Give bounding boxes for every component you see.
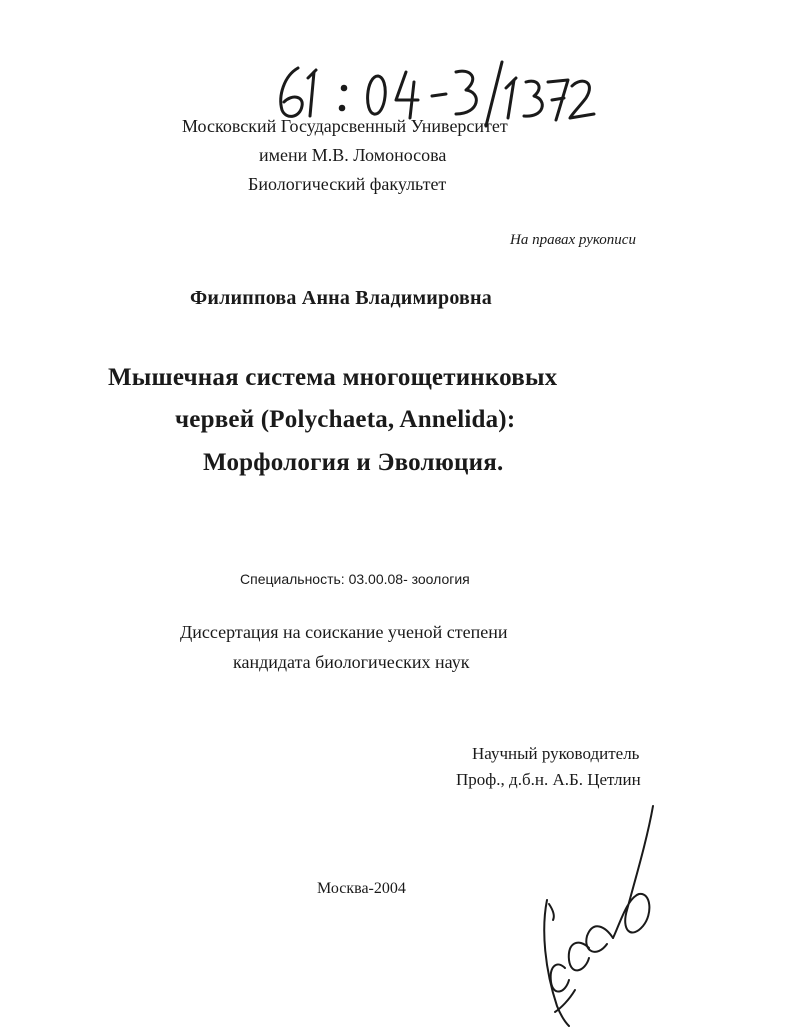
author-name: Филиппова Анна Владимировна [190,287,492,309]
specialty-line: Специальность: 03.00.08- зоология [240,571,470,587]
dissertation-title-line-2: червей (Polychaeta, Annelida): [175,406,516,433]
dissertation-title-line-3: Морфология и Эволюция. [203,449,504,476]
handwritten-signature [535,800,665,1030]
university-name-line: имени М.В. Ломоносова [259,145,447,165]
city-year: Москва-2004 [317,880,406,897]
supervisor-label: Научный руководитель [472,744,640,763]
faculty-line: Биологический факультет [248,174,447,194]
university-line: Московский Государсвенный Университет [182,116,508,136]
degree-line-2: кандидата биологических наук [233,652,470,672]
manuscript-rights-note: На правах рукописи [510,232,636,248]
dissertation-title-line-1: Мышечная система многощетинковых [108,364,558,391]
degree-line-1: Диссертация на соискание ученой степени [180,622,508,642]
supervisor-name: Проф., д.б.н. А.Б. Цетлин [456,770,641,789]
